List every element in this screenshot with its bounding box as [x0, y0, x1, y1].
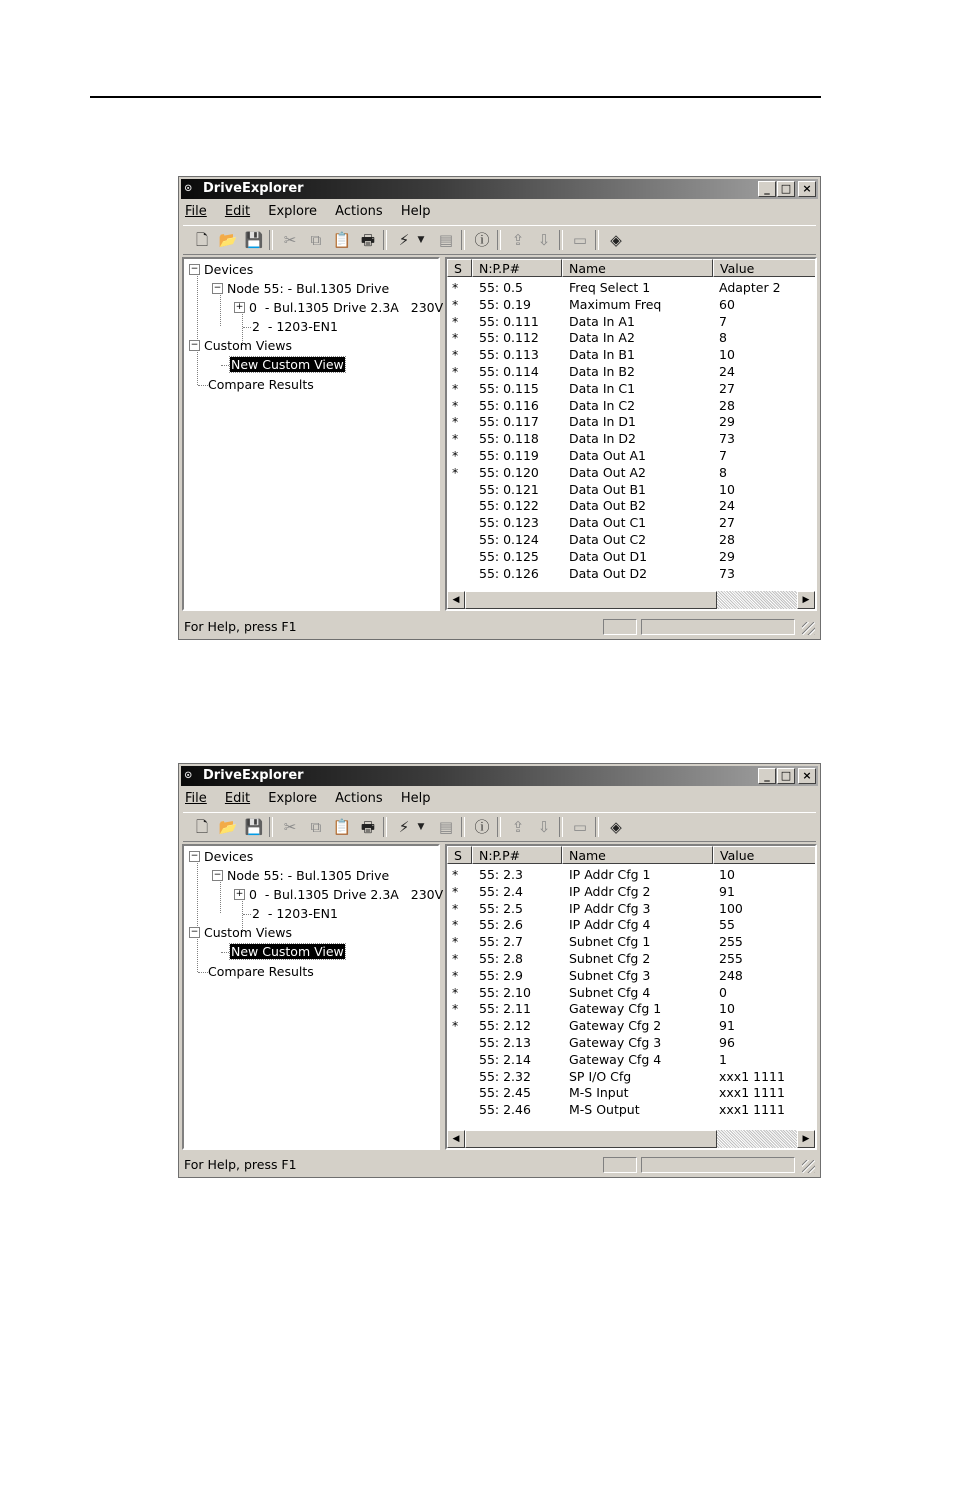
- row-value-cell: 248: [719, 967, 743, 983]
- save-icon[interactable]: 💾: [244, 818, 264, 836]
- column-header-name[interactable]: Name: [562, 846, 713, 864]
- print-icon[interactable]: 🖶: [360, 231, 376, 249]
- table-row[interactable]: [447, 464, 815, 481]
- row-npp-cell: 55: 0.120: [479, 464, 539, 480]
- list-header: [447, 259, 815, 277]
- app-icon: ⊙: [184, 183, 193, 194]
- row-name-cell: Gateway Cfg 4: [569, 1051, 662, 1067]
- dropdown-arrow-icon[interactable]: ▼: [417, 235, 425, 245]
- row-status-cell: *: [452, 380, 459, 396]
- expand-icon[interactable]: +: [235, 302, 244, 312]
- row-status-cell: *: [452, 364, 459, 379]
- row-name-cell: M-S Input: [569, 1085, 629, 1101]
- row-status-cell: *: [452, 951, 459, 966]
- table-row[interactable]: [447, 1017, 815, 1034]
- row-name-cell: Gateway Cfg 1: [569, 1001, 662, 1017]
- row-name-cell: Data In B2: [569, 364, 635, 379]
- row-npp-cell: 55: 0.114: [479, 364, 539, 379]
- table-row[interactable]: [447, 916, 815, 933]
- column-header-value[interactable]: Value: [713, 259, 817, 277]
- connect-icon[interactable]: ⚡: [398, 818, 410, 836]
- scroll-left-icon[interactable]: ◀: [447, 591, 465, 609]
- row-status-cell: *: [452, 984, 459, 1000]
- parameter-list[interactable]: [445, 844, 817, 1150]
- copy-icon[interactable]: ⧉: [310, 231, 322, 249]
- copy-icon[interactable]: ⧉: [310, 818, 322, 836]
- linear-list-icon[interactable]: ▭: [572, 231, 588, 249]
- row-npp-cell: 55: 0.111: [479, 313, 539, 329]
- app-icon: ⊙: [184, 770, 193, 781]
- upload-icon[interactable]: ⇪: [511, 818, 525, 836]
- tree-item-node-55[interactable]: − Node 55: - Bul.1305 Drive: [213, 868, 390, 883]
- row-npp-cell: 55: 2.3: [479, 867, 523, 882]
- row-value-cell: 29: [719, 414, 735, 430]
- row-name-cell: Gateway Cfg 3: [569, 1035, 662, 1050]
- info-icon[interactable]: ⓘ: [474, 231, 490, 249]
- row-status-cell: *: [452, 1018, 459, 1034]
- row-value-cell: 27: [719, 515, 735, 531]
- menu-actions[interactable]: [333, 203, 385, 221]
- row-value-cell: 10: [719, 347, 735, 363]
- row-value-cell: 10: [719, 481, 735, 497]
- toolbar-separator: [269, 230, 273, 250]
- row-value-cell: 91: [719, 883, 735, 899]
- row-status-cell: *: [452, 900, 459, 916]
- menu-bar: [183, 790, 442, 808]
- maximize-button[interactable]: □: [777, 181, 795, 197]
- expand-icon[interactable]: +: [235, 889, 244, 899]
- download-icon[interactable]: ⇩: [537, 231, 551, 249]
- status-text: For Help, press F1: [184, 1157, 297, 1172]
- scroll-track[interactable]: [717, 1130, 797, 1148]
- row-name-cell: Data In D1: [569, 414, 636, 430]
- tree-item-compare-results[interactable]: Compare Results: [208, 377, 314, 392]
- row-value-cell: 96: [719, 1035, 735, 1050]
- row-npp-cell: 55: 0.119: [479, 448, 539, 463]
- menu-label: Edit: [224, 204, 251, 219]
- device-tree[interactable]: [182, 257, 444, 611]
- tree-line: [243, 327, 251, 328]
- menu-label: Explore: [268, 791, 318, 806]
- toolbar-separator: [497, 817, 501, 837]
- row-value-cell: 28: [719, 532, 735, 547]
- menu-explore[interactable]: [266, 790, 319, 808]
- resize-grip-icon[interactable]: [802, 1160, 815, 1173]
- row-name-cell: Data In B1: [569, 347, 635, 363]
- row-name-cell: Data Out B2: [569, 498, 646, 514]
- tree-item-devices[interactable]: − Devices: [190, 262, 254, 277]
- row-status-cell: *: [452, 313, 459, 329]
- row-npp-cell: 55: 0.117: [479, 414, 539, 430]
- row-npp-cell: 55: 0.125: [479, 548, 539, 564]
- column-header-s[interactable]: S: [447, 259, 472, 277]
- row-value-cell: 8: [719, 330, 727, 346]
- row-npp-cell: 55: 2.6: [479, 917, 523, 933]
- menu-label: Actions: [335, 791, 383, 806]
- table-row[interactable]: [447, 900, 815, 917]
- row-name-cell: Data In A1: [569, 313, 635, 329]
- save-icon[interactable]: 💾: [244, 231, 264, 249]
- row-value-cell: 24: [719, 498, 735, 514]
- tree-item-drive[interactable]: + 0 - Bul.1305 Drive 2.3A 230V: [235, 887, 444, 902]
- row-npp-cell: 55: 2.11: [479, 1001, 531, 1017]
- row-status-cell: *: [452, 867, 459, 882]
- tree-item-adapter[interactable]: 2 - 1203-EN1: [252, 319, 338, 334]
- menu-label: Edit: [224, 791, 251, 806]
- row-value-cell: 100: [719, 900, 743, 916]
- table-row[interactable]: [447, 481, 815, 498]
- collapse-icon[interactable]: −: [213, 283, 222, 293]
- title-bar[interactable]: [181, 766, 818, 786]
- tree-item-devices[interactable]: − Devices: [190, 849, 254, 864]
- row-name-cell: Gateway Cfg 2: [569, 1018, 662, 1034]
- list-header: [447, 846, 815, 864]
- device-tree[interactable]: [182, 844, 444, 1150]
- menu-edit[interactable]: [223, 203, 252, 221]
- table-row[interactable]: [447, 950, 815, 967]
- tree-line: [243, 914, 251, 915]
- row-status-cell: *: [452, 967, 459, 983]
- menu-label: Help: [400, 204, 431, 219]
- properties-icon[interactable]: ▤: [438, 818, 454, 836]
- window-title: DriveExplorer: [203, 181, 304, 196]
- row-status-cell: *: [452, 330, 459, 346]
- column-header-s[interactable]: S: [447, 846, 472, 864]
- row-value-cell: xxx1 1111: [719, 1102, 785, 1118]
- horizontal-scrollbar[interactable]: [447, 1130, 815, 1148]
- row-npp-cell: 55: 2.14: [479, 1051, 531, 1067]
- row-status-cell: *: [452, 414, 459, 430]
- row-status-cell: *: [452, 296, 459, 312]
- row-name-cell: Data In C2: [569, 397, 636, 413]
- tree-item-drive[interactable]: + 0 - Bul.1305 Drive 2.3A 230V: [235, 300, 444, 315]
- paste-icon[interactable]: 📋: [332, 818, 352, 836]
- row-status-cell: *: [452, 883, 459, 899]
- row-npp-cell: 55: 2.32: [479, 1068, 531, 1084]
- row-name-cell: Data In A2: [569, 330, 635, 346]
- menu-label: File: [185, 204, 207, 219]
- new-file-icon[interactable]: 🗋: [195, 231, 209, 249]
- menu-help[interactable]: [399, 790, 433, 808]
- row-value-cell: 7: [719, 448, 727, 463]
- menu-label: Actions: [335, 204, 383, 219]
- table-row[interactable]: [447, 933, 815, 950]
- row-value-cell: xxx1 1111: [719, 1068, 785, 1084]
- row-name-cell: Data In C1: [569, 380, 636, 396]
- row-value-cell: 28: [719, 397, 735, 413]
- row-value-cell: 91: [719, 1018, 735, 1034]
- row-status-cell: *: [452, 397, 459, 413]
- row-npp-cell: 55: 2.46: [479, 1102, 531, 1118]
- open-folder-icon[interactable]: 📂: [218, 231, 238, 249]
- row-value-cell: 55: [719, 917, 735, 933]
- row-name-cell: SP I/O Cfg: [569, 1068, 632, 1084]
- table-row[interactable]: [447, 967, 815, 984]
- table-row[interactable]: [447, 1084, 815, 1101]
- row-npp-cell: 55: 0.115: [479, 380, 539, 396]
- table-row[interactable]: [447, 1034, 815, 1051]
- row-value-cell: 8: [719, 464, 727, 480]
- driveexplorer-window-1: [178, 176, 821, 640]
- collapse-icon[interactable]: −: [190, 340, 199, 350]
- toolbar-separator: [461, 230, 465, 250]
- table-row[interactable]: [447, 1101, 815, 1118]
- menu-actions[interactable]: [333, 790, 385, 808]
- tree-item-new-custom-view[interactable]: New Custom View: [231, 357, 344, 372]
- help-book-icon[interactable]: ◈: [610, 818, 622, 836]
- row-npp-cell: 55: 2.7: [479, 934, 523, 950]
- row-npp-cell: 55: 2.9: [479, 967, 523, 983]
- row-name-cell: Data Out D1: [569, 548, 648, 564]
- row-name-cell: Data Out D2: [569, 565, 648, 581]
- help-book-icon[interactable]: ◈: [610, 231, 622, 249]
- collapse-icon[interactable]: −: [190, 927, 199, 937]
- open-folder-icon[interactable]: 📂: [218, 818, 238, 836]
- download-icon[interactable]: ⇩: [537, 818, 551, 836]
- row-npp-cell: 55: 0.19: [479, 296, 531, 312]
- toolbar-separator: [595, 230, 599, 250]
- column-header-npp[interactable]: N:P.P#: [472, 259, 562, 277]
- table-row[interactable]: [447, 565, 815, 582]
- row-npp-cell: 55: 0.116: [479, 397, 539, 413]
- table-row[interactable]: [447, 531, 815, 548]
- row-status-cell: *: [452, 347, 459, 363]
- toolbar-separator: [269, 817, 273, 837]
- row-status-cell: *: [452, 917, 459, 933]
- row-value-cell: 60: [719, 296, 735, 312]
- row-name-cell: Subnet Cfg 2: [569, 951, 651, 966]
- toolbar-separator: [595, 817, 599, 837]
- toolbar-separator: [559, 230, 563, 250]
- toolbar-separator: [383, 230, 387, 250]
- menu-label: File: [185, 791, 207, 806]
- menu-help[interactable]: [399, 203, 433, 221]
- table-row[interactable]: [447, 497, 815, 514]
- column-header-npp[interactable]: N:P.P#: [472, 846, 562, 864]
- menu-bar: [183, 203, 442, 221]
- row-npp-cell: 55: 2.45: [479, 1085, 531, 1101]
- status-panel: [641, 1157, 795, 1173]
- close-button[interactable]: ×: [798, 768, 816, 784]
- table-row[interactable]: [447, 346, 815, 363]
- row-name-cell: Data In D2: [569, 431, 636, 447]
- print-icon[interactable]: 🖶: [360, 818, 376, 836]
- maximize-button[interactable]: □: [777, 768, 795, 784]
- row-status-cell: *: [452, 1001, 459, 1017]
- row-status-cell: *: [452, 431, 459, 447]
- minimize-button[interactable]: _: [758, 768, 776, 784]
- row-value-cell: 29: [719, 548, 735, 564]
- tree-line: [197, 860, 198, 972]
- menu-label: Help: [400, 791, 431, 806]
- menu-file[interactable]: [183, 790, 209, 808]
- row-value-cell: Adapter 2: [719, 280, 781, 295]
- row-name-cell: IP Addr Cfg 3: [569, 900, 651, 916]
- table-row[interactable]: [447, 883, 815, 900]
- menu-explore[interactable]: [266, 203, 319, 221]
- row-name-cell: M-S Output: [569, 1102, 640, 1118]
- row-name-cell: Data Out A2: [569, 464, 646, 480]
- minimize-button[interactable]: _: [758, 181, 776, 197]
- tree-item-custom-views[interactable]: − Custom Views: [190, 338, 293, 353]
- cut-icon[interactable]: ✂: [283, 818, 297, 836]
- row-name-cell: Maximum Freq: [569, 296, 662, 312]
- row-value-cell: 27: [719, 380, 735, 396]
- row-npp-cell: 55: 2.4: [479, 883, 523, 899]
- menu-label: Explore: [268, 204, 318, 219]
- scroll-thumb[interactable]: [465, 591, 717, 609]
- table-row[interactable]: [447, 380, 815, 397]
- row-npp-cell: 55: 0.121: [479, 481, 539, 497]
- status-panel: [641, 619, 795, 635]
- row-npp-cell: 55: 0.124: [479, 532, 539, 547]
- row-status-cell: *: [452, 934, 459, 950]
- row-status-cell: *: [452, 448, 459, 463]
- row-name-cell: Data Out C1: [569, 515, 647, 531]
- collapse-icon[interactable]: −: [213, 870, 222, 880]
- close-button[interactable]: ×: [798, 181, 816, 197]
- row-value-cell: 0: [719, 984, 727, 1000]
- upload-icon[interactable]: ⇪: [511, 231, 525, 249]
- menu-file[interactable]: [183, 203, 209, 221]
- row-npp-cell: 55: 2.5: [479, 900, 523, 916]
- row-value-cell: 7: [719, 313, 727, 329]
- table-row[interactable]: [447, 548, 815, 565]
- cut-icon[interactable]: ✂: [283, 231, 297, 249]
- row-status-cell: *: [452, 280, 459, 295]
- row-npp-cell: 55: 0.123: [479, 515, 539, 531]
- table-row[interactable]: [447, 984, 815, 1001]
- row-npp-cell: 55: 0.112: [479, 330, 539, 346]
- horizontal-scrollbar[interactable]: [447, 591, 815, 609]
- new-file-icon[interactable]: 🗋: [195, 818, 209, 836]
- row-status-cell: *: [452, 464, 459, 480]
- collapse-icon[interactable]: −: [190, 264, 199, 274]
- row-name-cell: Data Out B1: [569, 481, 646, 497]
- row-name-cell: Subnet Cfg 1: [569, 934, 651, 950]
- row-value-cell: 10: [719, 867, 735, 882]
- scroll-left-icon[interactable]: ◀: [447, 1130, 465, 1148]
- title-bar[interactable]: [181, 179, 818, 199]
- row-value-cell: xxx1 1111: [719, 1085, 785, 1101]
- scroll-right-icon[interactable]: ▶: [797, 1130, 815, 1148]
- status-bar: [182, 1155, 817, 1175]
- driveexplorer-window-2: [178, 763, 821, 1178]
- toolbar-separator: [559, 817, 563, 837]
- column-header-name[interactable]: Name: [562, 259, 713, 277]
- toolbar: [183, 812, 816, 842]
- toolbar-separator: [497, 230, 501, 250]
- table-row[interactable]: [447, 447, 815, 464]
- tree-item-compare-results[interactable]: Compare Results: [208, 964, 314, 979]
- properties-icon[interactable]: ▤: [438, 231, 454, 249]
- row-name-cell: Freq Select 1: [569, 280, 651, 295]
- tree-item-adapter[interactable]: 2 - 1203-EN1: [252, 906, 338, 921]
- tree-line: [197, 273, 198, 385]
- status-panel: [603, 619, 637, 635]
- toolbar: [183, 225, 816, 255]
- status-bar: [182, 617, 817, 637]
- row-npp-cell: 55: 2.8: [479, 951, 523, 966]
- table-row[interactable]: [447, 397, 815, 414]
- row-value-cell: 24: [719, 364, 735, 379]
- page-top-rule: [90, 96, 821, 98]
- paste-icon[interactable]: 📋: [332, 231, 352, 249]
- info-icon[interactable]: ⓘ: [474, 818, 490, 836]
- row-npp-cell: 55: 2.13: [479, 1035, 531, 1050]
- tree-item-node-55[interactable]: − Node 55: - Bul.1305 Drive: [213, 281, 390, 296]
- menu-edit[interactable]: [223, 790, 252, 808]
- row-value-cell: 1: [719, 1051, 727, 1067]
- row-npp-cell: 55: 0.5: [479, 280, 523, 295]
- tree-item-new-custom-view[interactable]: New Custom View: [231, 944, 344, 959]
- linear-list-icon[interactable]: ▭: [572, 818, 588, 836]
- tree-item-custom-views[interactable]: − Custom Views: [190, 925, 293, 940]
- column-header-value[interactable]: Value: [713, 846, 817, 864]
- table-row[interactable]: [447, 329, 815, 346]
- table-row[interactable]: [447, 866, 815, 883]
- row-npp-cell: 55: 0.118: [479, 431, 539, 447]
- toolbar-separator: [461, 817, 465, 837]
- row-value-cell: 73: [719, 431, 735, 447]
- row-value-cell: 255: [719, 951, 743, 966]
- table-row[interactable]: [447, 413, 815, 430]
- table-row[interactable]: [447, 279, 815, 296]
- table-row[interactable]: [447, 514, 815, 531]
- row-name-cell: Data Out C2: [569, 532, 647, 547]
- table-row[interactable]: [447, 430, 815, 447]
- row-value-cell: 255: [719, 934, 743, 950]
- row-name-cell: IP Addr Cfg 1: [569, 867, 651, 882]
- table-row[interactable]: [447, 1068, 815, 1085]
- scroll-right-icon[interactable]: ▶: [797, 591, 815, 609]
- scroll-track[interactable]: [717, 591, 797, 609]
- row-npp-cell: 55: 0.113: [479, 347, 539, 363]
- parameter-list[interactable]: [445, 257, 817, 611]
- row-npp-cell: 55: 0.126: [479, 565, 539, 581]
- scroll-thumb[interactable]: [465, 1130, 717, 1148]
- resize-grip-icon[interactable]: [802, 622, 815, 635]
- table-row[interactable]: [447, 313, 815, 330]
- row-value-cell: 73: [719, 565, 735, 581]
- row-name-cell: Subnet Cfg 3: [569, 967, 651, 983]
- table-row[interactable]: [447, 1000, 815, 1017]
- row-npp-cell: 55: 0.122: [479, 498, 539, 514]
- row-name-cell: Subnet Cfg 4: [569, 984, 651, 1000]
- status-text: For Help, press F1: [184, 619, 297, 634]
- row-name-cell: Data Out A1: [569, 448, 646, 463]
- row-npp-cell: 55: 2.12: [479, 1018, 531, 1034]
- window-title: DriveExplorer: [203, 768, 304, 783]
- collapse-icon[interactable]: −: [190, 851, 199, 861]
- row-name-cell: IP Addr Cfg 2: [569, 883, 651, 899]
- toolbar-separator: [383, 817, 387, 837]
- table-row[interactable]: [447, 1051, 815, 1068]
- table-row[interactable]: [447, 296, 815, 313]
- row-name-cell: IP Addr Cfg 4: [569, 917, 651, 933]
- row-value-cell: 10: [719, 1001, 735, 1017]
- table-row[interactable]: [447, 363, 815, 380]
- row-npp-cell: 55: 2.10: [479, 984, 531, 1000]
- dropdown-arrow-icon[interactable]: ▼: [417, 822, 425, 832]
- status-panel: [603, 1157, 637, 1173]
- connect-icon[interactable]: ⚡: [398, 231, 410, 249]
